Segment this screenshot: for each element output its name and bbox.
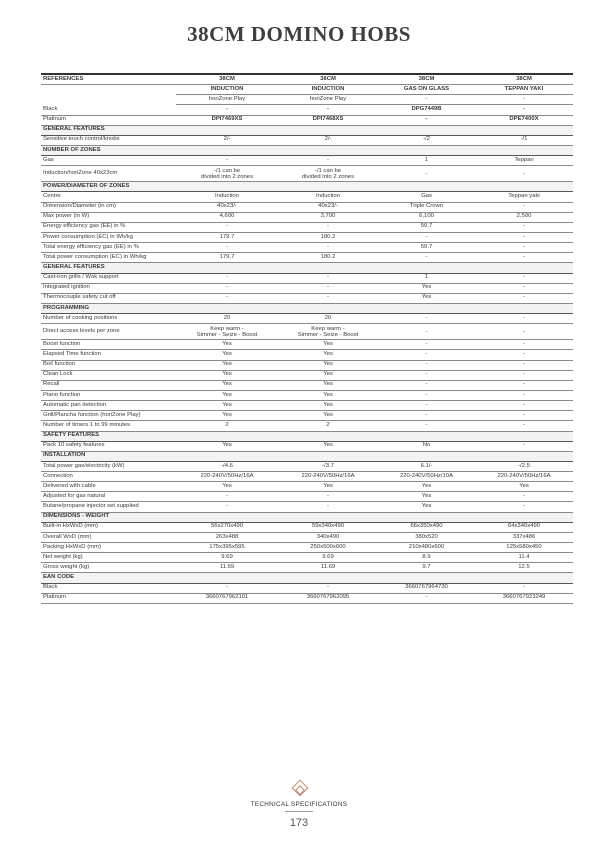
spec-cell: Induction bbox=[278, 192, 378, 202]
spec-row bbox=[41, 553, 573, 563]
section-title: PROGRAMMING bbox=[41, 303, 176, 313]
spec-cell bbox=[176, 324, 278, 340]
spec-cell: - bbox=[475, 273, 573, 283]
spec-cell: Yes bbox=[378, 482, 475, 492]
page-title: 38CM DOMINO HOBS bbox=[187, 22, 411, 46]
spec-cell: - bbox=[475, 314, 573, 324]
spec-row bbox=[41, 502, 573, 512]
spec-cell: 220-240V/50Hz/16A bbox=[475, 472, 573, 482]
spec-cell: - bbox=[176, 105, 278, 115]
section-header-row bbox=[41, 573, 573, 583]
spec-cell: - bbox=[475, 441, 573, 451]
spec-row-label: Energy efficiency gas (EE) in % bbox=[41, 222, 176, 232]
spec-row bbox=[41, 563, 573, 573]
spec-cell: - bbox=[176, 583, 278, 593]
spec-row bbox=[41, 232, 573, 242]
spec-row bbox=[41, 593, 573, 603]
spec-row-label: Thermocouple safety cut off bbox=[41, 293, 176, 303]
spec-row-label: Automatic pan detection bbox=[41, 401, 176, 411]
spec-row-label: Boil function bbox=[41, 360, 176, 370]
spec-row bbox=[41, 192, 573, 202]
spec-cell: 2 bbox=[176, 421, 278, 431]
spec-cell-line: divided into 2 zones bbox=[301, 173, 355, 180]
spec-row bbox=[41, 583, 573, 593]
spec-row bbox=[41, 390, 573, 400]
spec-cell bbox=[278, 324, 378, 340]
spec-cell: 50.7 bbox=[378, 243, 475, 253]
spec-cell: 20 bbox=[278, 314, 378, 324]
spec-row-label: Gross weight (kg) bbox=[41, 563, 176, 573]
spec-cell: 220-240V/50Hz/16A bbox=[176, 472, 278, 482]
section-title: POWER/DIAMETER OF ZONES bbox=[41, 182, 176, 192]
spec-row-label: Max power (in W) bbox=[41, 212, 176, 222]
spec-cell: DPI7469XS bbox=[176, 115, 278, 125]
spec-row-label: Built-in HxWxD (mm) bbox=[41, 522, 176, 532]
spec-table-body bbox=[41, 74, 573, 603]
spec-cell: - bbox=[378, 340, 475, 350]
spec-cell: DPE7400X bbox=[475, 115, 573, 125]
spec-cell bbox=[475, 166, 573, 182]
spec-cell: - bbox=[475, 222, 573, 232]
spec-cell: Gas bbox=[378, 192, 475, 202]
section-title: EAN CODE bbox=[41, 573, 176, 583]
spec-cell: 9.69 bbox=[278, 553, 378, 563]
spec-cell: - bbox=[278, 583, 378, 593]
spec-row bbox=[41, 543, 573, 553]
spec-row bbox=[41, 360, 573, 370]
header-subtype: - bbox=[378, 95, 475, 105]
spec-cell: 3660767962095 bbox=[278, 593, 378, 603]
spec-cell: 3660767923249 bbox=[475, 593, 573, 603]
spec-cell: 220-240V/50Hz/10A bbox=[378, 472, 475, 482]
spec-row bbox=[41, 166, 573, 182]
spec-row-label: Black bbox=[41, 105, 176, 115]
spec-cell: Yes bbox=[378, 293, 475, 303]
spec-cell: Triple Crown bbox=[378, 202, 475, 212]
spec-cell: - bbox=[475, 502, 573, 512]
spec-row-label: Power consumption (EC) in Wh/kg bbox=[41, 232, 176, 242]
spec-cell: DPG7449B bbox=[378, 105, 475, 115]
header-subtype: - bbox=[475, 95, 573, 105]
spec-cell: 337x486 bbox=[475, 532, 573, 542]
spec-cell: Yes bbox=[278, 482, 378, 492]
spec-cell: 3,700 bbox=[278, 212, 378, 222]
spec-table bbox=[41, 73, 573, 604]
spec-cell: 210x480x600 bbox=[378, 543, 475, 553]
spec-cell: Yes bbox=[176, 401, 278, 411]
spec-cell: Yes bbox=[176, 411, 278, 421]
spec-cell: - bbox=[378, 390, 475, 400]
spec-cell: 11.69 bbox=[278, 563, 378, 573]
spec-row bbox=[41, 135, 573, 145]
spec-cell: 180.2 bbox=[278, 253, 378, 263]
spec-row bbox=[41, 350, 573, 360]
spec-cell-line: -/1 can be bbox=[314, 167, 342, 174]
spec-cell: 40x23/- bbox=[176, 202, 278, 212]
spec-cell: Yes bbox=[278, 401, 378, 411]
spec-cell: - bbox=[278, 492, 378, 502]
spec-cell: - bbox=[475, 293, 573, 303]
header-size: 38CM bbox=[278, 74, 378, 85]
spec-cell: - bbox=[176, 222, 278, 232]
spec-cell: 11.69 bbox=[176, 563, 278, 573]
spec-cell: 179.7 bbox=[176, 232, 278, 242]
spec-cell bbox=[475, 324, 573, 340]
spec-row bbox=[41, 461, 573, 471]
spec-cell: Teppan yaki bbox=[475, 192, 573, 202]
spec-row-label: Elapsed Time function bbox=[41, 350, 176, 360]
spec-row bbox=[41, 401, 573, 411]
spec-cell: - bbox=[378, 350, 475, 360]
spec-cell: 6.1/- bbox=[378, 461, 475, 471]
spec-row-label: Overall WxD (mm) bbox=[41, 532, 176, 542]
header-size: 38CM bbox=[475, 74, 573, 85]
spec-cell-line: Keep warm - bbox=[311, 325, 345, 332]
section-header-row bbox=[41, 431, 573, 441]
spec-row bbox=[41, 380, 573, 390]
spec-cell: -/3.7 bbox=[278, 461, 378, 471]
spec-row bbox=[41, 370, 573, 380]
section-title: INSTALLATION bbox=[41, 451, 176, 461]
spec-row-label: Delivered with cable bbox=[41, 482, 176, 492]
spec-cell: 2/- bbox=[278, 135, 378, 145]
section-title: NUMBER OF ZONES bbox=[41, 145, 176, 155]
spec-row-label: Clean Lock bbox=[41, 370, 176, 380]
spec-cell: Yes bbox=[278, 350, 378, 360]
spec-row bbox=[41, 115, 573, 125]
footer-divider bbox=[285, 811, 313, 812]
spec-row-label: Cast-iron grills / Wok support bbox=[41, 273, 176, 283]
spec-cell: 125x580x450 bbox=[475, 543, 573, 553]
spec-row-label: Total energy efficiency gas (EE) in % bbox=[41, 243, 176, 253]
spec-cell: - bbox=[475, 492, 573, 502]
spec-row-label: Number of timers 1 to 99 minutes bbox=[41, 421, 176, 431]
spec-cell: Yes bbox=[176, 390, 278, 400]
spec-row bbox=[41, 222, 573, 232]
spec-cell: - bbox=[475, 421, 573, 431]
spec-row-label: Gas bbox=[41, 156, 176, 166]
spec-row bbox=[41, 482, 573, 492]
spec-row bbox=[41, 411, 573, 421]
spec-cell: 9.69 bbox=[176, 553, 278, 563]
spec-cell: Yes bbox=[176, 441, 278, 451]
spec-cell: - bbox=[176, 283, 278, 293]
spec-cell: Yes bbox=[378, 283, 475, 293]
header-size: 38CM bbox=[176, 74, 278, 85]
spec-cell: - bbox=[378, 253, 475, 263]
spec-cell: - bbox=[475, 390, 573, 400]
spec-cell: 1 bbox=[378, 273, 475, 283]
spec-row bbox=[41, 324, 573, 340]
section-title: SAFETY FEATURES bbox=[41, 431, 176, 441]
section-title: GENERAL FEATURES bbox=[41, 125, 176, 135]
spec-row-label: Number of cooking positions bbox=[41, 314, 176, 324]
header-subtype: horiZone Play bbox=[278, 95, 378, 105]
spec-cell: 2,500 bbox=[475, 212, 573, 222]
spec-row-label: Platinum bbox=[41, 115, 176, 125]
section-header-row bbox=[41, 145, 573, 155]
spec-cell: Yes bbox=[278, 370, 378, 380]
spec-cell: 11.4 bbox=[475, 553, 573, 563]
spec-cell: - bbox=[475, 232, 573, 242]
spec-cell: 40x23/- bbox=[278, 202, 378, 212]
spec-cell-line: -/1 can be bbox=[213, 167, 241, 174]
spec-cell: - bbox=[278, 243, 378, 253]
page-number: 173 bbox=[289, 817, 309, 829]
spec-cell: Yes bbox=[278, 390, 378, 400]
spec-cell: 8.9 bbox=[378, 553, 475, 563]
header-size: 38CM bbox=[378, 74, 475, 85]
spec-cell-line: - bbox=[523, 170, 525, 177]
spec-cell: - bbox=[378, 314, 475, 324]
references-label: REFERENCES bbox=[41, 74, 176, 85]
section-header-row bbox=[41, 125, 573, 135]
spec-cell: 340x490 bbox=[278, 532, 378, 542]
spec-cell: 250x500x600 bbox=[278, 543, 378, 553]
spec-cell: - bbox=[378, 360, 475, 370]
spec-cell: -/1 bbox=[475, 135, 573, 145]
spec-cell: 66x350x490 bbox=[378, 522, 475, 532]
spec-cell: - bbox=[378, 401, 475, 411]
spec-row-label: Black bbox=[41, 583, 176, 593]
spec-cell: 6,100 bbox=[378, 212, 475, 222]
spec-row-label: Platinum bbox=[41, 593, 176, 603]
spec-row-label: Sensitive touch control/knobs bbox=[41, 135, 176, 145]
spec-cell: - bbox=[475, 253, 573, 263]
spec-cell: - bbox=[278, 293, 378, 303]
spec-row bbox=[41, 202, 573, 212]
spec-cell: - bbox=[278, 105, 378, 115]
spec-cell: 50.7 bbox=[378, 222, 475, 232]
spec-cell: - bbox=[475, 340, 573, 350]
spec-cell-line: - bbox=[425, 170, 428, 177]
spec-row bbox=[41, 314, 573, 324]
spec-cell: - bbox=[378, 593, 475, 603]
section-header-row bbox=[41, 451, 573, 461]
spec-cell: 12.5 bbox=[475, 563, 573, 573]
spec-row-label: Butane/propane injector set supplied bbox=[41, 502, 176, 512]
section-header-row bbox=[41, 263, 573, 273]
spec-row bbox=[41, 243, 573, 253]
brand-diamond-icon bbox=[292, 780, 309, 797]
spec-cell: - bbox=[475, 370, 573, 380]
spec-cell: - bbox=[475, 105, 573, 115]
spec-cell: - bbox=[475, 411, 573, 421]
spec-row-label: Induction/horiZone 40x23cm bbox=[41, 166, 176, 182]
spec-cell-line: Simmer - Seize - Boost bbox=[196, 331, 258, 338]
spec-cell: Yes bbox=[176, 380, 278, 390]
spec-cell: - bbox=[278, 222, 378, 232]
spec-cell: Yes bbox=[278, 360, 378, 370]
spec-cell: - bbox=[278, 283, 378, 293]
header-row-types bbox=[41, 85, 573, 95]
spec-row-label: Boost function bbox=[41, 340, 176, 350]
section-header-row bbox=[41, 512, 573, 522]
spec-cell-line: - bbox=[425, 328, 428, 335]
spec-cell bbox=[378, 324, 475, 340]
spec-cell: - bbox=[176, 243, 278, 253]
spec-cell: Yes bbox=[176, 360, 278, 370]
spec-cell: 180.2 bbox=[278, 232, 378, 242]
spec-cell: 59x340x490 bbox=[278, 522, 378, 532]
spec-row bbox=[41, 293, 573, 303]
spec-cell: 220-240V/50Hz/16A bbox=[278, 472, 378, 482]
spec-cell: - bbox=[475, 401, 573, 411]
spec-cell: Yes bbox=[176, 350, 278, 360]
spec-cell: - bbox=[378, 115, 475, 125]
header-subtype: horiZone Play bbox=[176, 95, 278, 105]
spec-cell: 380x520 bbox=[378, 532, 475, 542]
spec-cell bbox=[176, 166, 278, 182]
spec-cell: Yes bbox=[278, 411, 378, 421]
section-title: GENERAL FEATURES bbox=[41, 263, 176, 273]
spec-cell: - bbox=[378, 411, 475, 421]
spec-cell: -/4.6 bbox=[176, 461, 278, 471]
spec-cell: Yes bbox=[176, 340, 278, 350]
spec-row-label: Direct access levels per zone bbox=[41, 324, 176, 340]
spec-row-label: Centre bbox=[41, 192, 176, 202]
spec-cell: - bbox=[475, 360, 573, 370]
header-type: INDUCTION bbox=[176, 85, 278, 95]
spec-cell: - bbox=[176, 492, 278, 502]
spec-cell: 175x395x595 bbox=[176, 543, 278, 553]
spec-cell: 64x340x490 bbox=[475, 522, 573, 532]
spec-cell: -/2 bbox=[378, 135, 475, 145]
spec-row-label: Total power gas/electricity (kW) bbox=[41, 461, 176, 471]
spec-cell: - bbox=[278, 273, 378, 283]
spec-row bbox=[41, 253, 573, 263]
header-row-sizes bbox=[41, 74, 573, 85]
spec-cell-line: Simmer - Seize - Boost bbox=[297, 331, 359, 338]
spec-row-label: Packing HxWxD (mm) bbox=[41, 543, 176, 553]
spec-row bbox=[41, 441, 573, 451]
spec-cell: - bbox=[176, 293, 278, 303]
spec-cell: - bbox=[176, 502, 278, 512]
spec-cell: 3660767962101 bbox=[176, 593, 278, 603]
footer-label: TECHNICAL SPECIFICATIONS bbox=[250, 801, 348, 808]
spec-row-label: Recall bbox=[41, 380, 176, 390]
spec-cell: - bbox=[475, 380, 573, 390]
spec-row-label: Adjusted for gas natural bbox=[41, 492, 176, 502]
spec-cell: - bbox=[176, 273, 278, 283]
spec-cell: - bbox=[378, 380, 475, 390]
spec-cell bbox=[378, 166, 475, 182]
spec-cell: -/2.5 bbox=[475, 461, 573, 471]
spec-cell-line: Keep warm - bbox=[210, 325, 244, 332]
header-type: INDUCTION bbox=[278, 85, 378, 95]
spec-cell: - bbox=[475, 583, 573, 593]
spec-cell bbox=[278, 166, 378, 182]
spec-cell: No bbox=[378, 441, 475, 451]
spec-cell: Teppan bbox=[475, 156, 573, 166]
spec-cell-line: divided into 2 zones bbox=[200, 173, 254, 180]
spec-cell: - bbox=[378, 232, 475, 242]
spec-cell: 4,600 bbox=[176, 212, 278, 222]
spec-row bbox=[41, 156, 573, 166]
spec-row bbox=[41, 492, 573, 502]
spec-row bbox=[41, 283, 573, 293]
spec-cell: - bbox=[278, 502, 378, 512]
spec-row bbox=[41, 340, 573, 350]
spec-cell: Yes bbox=[378, 502, 475, 512]
spec-row-label: Integrated ignition bbox=[41, 283, 176, 293]
spec-cell: Yes bbox=[278, 380, 378, 390]
section-header-row bbox=[41, 182, 573, 192]
spec-cell: Yes bbox=[176, 482, 278, 492]
spec-cell: 2/- bbox=[176, 135, 278, 145]
spec-row-label: Piano function bbox=[41, 390, 176, 400]
header-type: TEPPAN YAKI bbox=[475, 85, 573, 95]
spec-cell-line: - bbox=[523, 328, 525, 335]
spec-cell: 263x488 bbox=[176, 532, 278, 542]
spec-cell: - bbox=[378, 370, 475, 380]
spec-cell: 56x270x490 bbox=[176, 522, 278, 532]
spec-cell: 2 bbox=[278, 421, 378, 431]
spec-cell: Yes bbox=[278, 441, 378, 451]
spec-row bbox=[41, 522, 573, 532]
spec-cell: - bbox=[475, 350, 573, 360]
spec-cell: 3660767964730 bbox=[378, 583, 475, 593]
spec-row-label: Pack 10 safety features bbox=[41, 441, 176, 451]
section-title: DIMENSIONS - WEIGHT bbox=[41, 512, 176, 522]
header-row-subtypes bbox=[41, 95, 573, 105]
spec-cell: 9.7 bbox=[378, 563, 475, 573]
spec-cell: 20 bbox=[176, 314, 278, 324]
spec-row bbox=[41, 472, 573, 482]
spec-row bbox=[41, 421, 573, 431]
spec-cell: Yes bbox=[475, 482, 573, 492]
spec-cell: Yes bbox=[278, 340, 378, 350]
spec-row bbox=[41, 105, 573, 115]
spec-cell: - bbox=[475, 283, 573, 293]
spec-row-label: Dimension/Diameter (in cm) bbox=[41, 202, 176, 212]
spec-cell: - bbox=[475, 202, 573, 212]
spec-cell: Yes bbox=[176, 370, 278, 380]
spec-cell: - bbox=[475, 243, 573, 253]
section-header-row bbox=[41, 303, 573, 313]
spec-row bbox=[41, 212, 573, 222]
spec-cell: - bbox=[278, 156, 378, 166]
spec-row-label: Connection bbox=[41, 472, 176, 482]
spec-cell: Yes bbox=[378, 492, 475, 502]
spec-cell: DPI7468XS bbox=[278, 115, 378, 125]
spec-cell: - bbox=[176, 156, 278, 166]
spec-cell: Induction bbox=[176, 192, 278, 202]
spec-cell: 179.7 bbox=[176, 253, 278, 263]
spec-row-label: Total power consumption (EC) in Wh/kg bbox=[41, 253, 176, 263]
spec-row bbox=[41, 273, 573, 283]
spec-cell: 1 bbox=[378, 156, 475, 166]
spec-row-label: Net weight (kg) bbox=[41, 553, 176, 563]
spec-cell: - bbox=[378, 421, 475, 431]
spec-row-label: Grill/Plancha function (horiZone Play) bbox=[41, 411, 176, 421]
header-type: GAS ON GLASS bbox=[378, 85, 475, 95]
spec-row bbox=[41, 532, 573, 542]
